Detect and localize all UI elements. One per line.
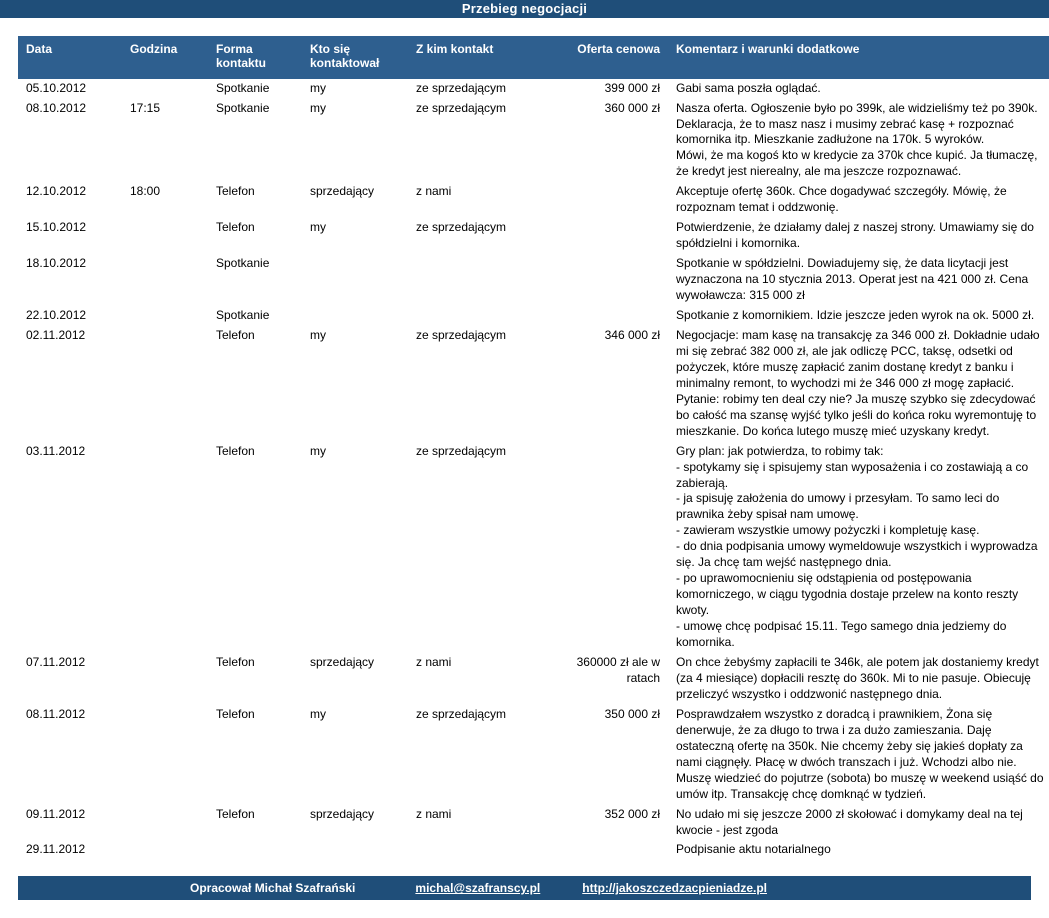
table-header-row [18,36,1049,79]
cell-contact-with: z nami [408,805,542,841]
cell-time [122,840,208,860]
cell-date: 09.11.2012 [18,805,122,841]
footer-author: Opracował Michał Szafrański [190,881,356,896]
table-row [18,306,1049,326]
cell-price-offer [542,218,668,254]
table-row [18,840,1049,860]
page-title: Przebieg negocjacji [0,0,1049,18]
comment-line: Akceptuje ofertę 360k. Chce dogadywać szczegóły. Mówię, że rozpoznam temat i oddzwonię. [676,184,1007,215]
cell-time: 17:15 [122,99,208,183]
cell-date: 02.11.2012 [18,326,122,442]
cell-price-offer [542,442,668,653]
cell-contact-form: Telefon [208,218,302,254]
cell-contact-with [408,840,542,860]
cell-date: 15.10.2012 [18,218,122,254]
cell-comment [668,182,1049,218]
comment-line: Gry plan: jak potwierdza, to robimy tak: [676,443,884,458]
cell-comment [668,442,1049,653]
cell-time [122,442,208,653]
column-header-date: Data [18,36,122,79]
cell-time [122,306,208,326]
comment-lines [676,655,1046,703]
cell-comment [668,326,1049,442]
cell-contact-form: Spotkanie [208,306,302,326]
comment-line: Deklaracja, że to masz nasz i musimy zebrać kasę + rozpoznać komornika itp. Mieszkanie zadłużone na 170k. 5 wyroków. [676,116,1014,147]
cell-price-offer: 346 000 zł [542,326,668,442]
comment-line: Nasza oferta. Ogłoszenie było po 399k, ale widzieliśmy też po 390k. [676,100,1038,115]
table-body [18,79,1049,861]
cell-contact-with [408,306,542,326]
comment-line: Pytanie: robimy ten deal czy nie? Ja muszę szybko się zdecydować bo całość ma szansę wyjść tylko jeśli do końca roku wyremontuję to mieszkanie. Do końca lutego muszę mieć uzyskany kredyt. [676,391,1037,438]
table-row [18,442,1049,653]
cell-price-offer: 360 000 zł [542,99,668,183]
cell-who-contacted: my [302,79,408,99]
comment-line: - do dnia podpisania umowy wymeldowuje wszystkich i wyprowadza się. Ja chcę tam wejść następnego dnia. [676,539,1038,570]
cell-who-contacted: sprzedający [302,653,408,705]
cell-date: 18.10.2012 [18,254,122,306]
comment-line: Posprawdzałem wszystko z doradcą i prawnikiem, Żona się denerwuje, że za długo to trwa i za dużo zamieszania. Daję ostateczną ofertę na 350k. Nie chcemy żeby się jakieś dopłaty za nami ciągnęły. Płacę w dwóch transzach i już. Wchodzi albo nie. [676,706,1023,769]
cell-contact-with: ze sprzedającym [408,705,542,805]
cell-time [122,805,208,841]
negotiation-table-container [0,18,1049,860]
comment-lines [676,101,1046,181]
cell-contact-form: Telefon [208,705,302,805]
column-header-time: Godzina [122,36,208,79]
table-row [18,705,1049,805]
cell-contact-form [208,840,302,860]
cell-time: 18:00 [122,182,208,218]
cell-contact-with [408,254,542,306]
cell-contact-form: Spotkanie [208,254,302,306]
column-header-comment: Komentarz i warunki dodatkowe [668,36,1049,79]
negotiation-table [18,36,1049,860]
cell-who-contacted: my [302,705,408,805]
comment-lines [676,220,1046,252]
table-row [18,653,1049,705]
comment-lines [676,256,1046,304]
comment-line: Mówi, że ma kogoś kto w kredycie za 370k chce kupić. Ja tłumaczę, że kredyt jest nierealny, ale ma jeszcze rozpoznawać. [676,148,1038,179]
column-header-contact-form: Forma kontaktu [208,36,302,79]
cell-comment [668,705,1049,805]
cell-contact-with: ze sprzedającym [408,218,542,254]
comment-line: On chce żebyśmy zapłacili te 346k, ale potem jak dostaniemy kredyt (za 4 miesiące) dopłacili resztę do 360k. Mi to nie pasuje. Obiecuję przeliczyć wszystko i oddzwonić następnego dnia. [676,655,1039,701]
cell-contact-with: z nami [408,653,542,705]
cell-price-offer [542,254,668,306]
column-header-who-contacted: Kto się kontaktował [302,36,408,79]
comment-line: Spotkanie z komornikiem. Idzie jeszcze jeden wyrok na ok. 5000 zł. [676,307,1035,322]
cell-comment [668,218,1049,254]
comment-lines [676,842,1046,858]
cell-time [122,79,208,99]
table-row [18,182,1049,218]
cell-who-contacted [302,840,408,860]
cell-date: 03.11.2012 [18,442,122,653]
cell-who-contacted [302,306,408,326]
column-header-price-offer: Oferta cenowa [542,36,668,79]
cell-time [122,705,208,805]
table-row [18,79,1049,99]
table-row [18,99,1049,183]
cell-date: 07.11.2012 [18,653,122,705]
cell-comment [668,79,1049,99]
cell-date: 05.10.2012 [18,79,122,99]
comment-line: - zawieram wszystkie umowy pożyczki i kompletuję kasę. [676,523,980,538]
cell-date: 08.10.2012 [18,99,122,183]
footer-email-link[interactable]: michal@szafranscy.pl [415,881,541,896]
cell-who-contacted [302,254,408,306]
cell-contact-form: Telefon [208,326,302,442]
comment-line: Potwierdzenie, że działamy dalej z naszej strony. Umawiamy się do spółdzielni i komornika. [676,220,1034,251]
footer-website-link[interactable]: http://jakoszczedzacpieniadze.pl [582,881,767,896]
comment-line: Spotkanie w spółdzielni. Dowiadujemy się, że data licytacji jest wyznaczona na 10 stycznia 2013. Operat jest na 421 000 zł. Cena wywoławcza: 315 000 zł [676,256,1029,303]
table-row [18,326,1049,442]
cell-price-offer [542,306,668,326]
cell-time [122,653,208,705]
comment-lines [676,184,1046,216]
cell-who-contacted: my [302,99,408,183]
table-row [18,805,1049,841]
comment-line: Gabi sama poszła oglądać. [676,80,821,95]
cell-time [122,254,208,306]
table-row [18,254,1049,306]
cell-comment [668,99,1049,183]
cell-contact-form: Spotkanie [208,99,302,183]
cell-who-contacted: sprzedający [302,182,408,218]
cell-contact-with: ze sprzedającym [408,326,542,442]
page-footer [18,876,1031,900]
comment-lines [676,328,1046,440]
cell-contact-form: Telefon [208,805,302,841]
cell-contact-with: ze sprzedającym [408,79,542,99]
cell-price-offer [542,182,668,218]
table-header [18,36,1049,79]
column-header-contact-with: Z kim kontakt [408,36,542,79]
cell-contact-form: Telefon [208,182,302,218]
comment-lines [676,807,1046,839]
cell-comment [668,306,1049,326]
cell-date: 29.11.2012 [18,840,122,860]
cell-price-offer: 350 000 zł [542,705,668,805]
comment-line: - spotykamy się i spisujemy stan wyposażenia i co zostawiają a co zabierają. [676,459,1029,490]
comment-lines [676,81,1046,97]
comment-line: Muszę wiedzieć do pojutrze (sobota) bo muszę w weekend usiąść do umów itp. Transakcję chcę domknąć w tydzień. [676,770,1044,801]
cell-price-offer: 399 000 zł [542,79,668,99]
cell-date: 12.10.2012 [18,182,122,218]
cell-time [122,326,208,442]
cell-contact-with: ze sprzedającym [408,442,542,653]
table-row [18,218,1049,254]
comment-line: Podpisanie aktu notarialnego [676,842,831,857]
comment-line: No udało mi się jeszcze 2000 zł skołować i domykamy deal na tej kwocie - jest zgoda [676,806,1023,837]
cell-who-contacted: my [302,218,408,254]
cell-date: 08.11.2012 [18,705,122,805]
cell-date: 22.10.2012 [18,306,122,326]
comment-lines [676,444,1046,651]
cell-contact-with: ze sprzedającym [408,99,542,183]
comment-line: - ja spisuję założenia do umowy i przesyłam. To samo leci do prawnika żeby spisał nam umowę. [676,491,1000,522]
cell-price-offer: 360000 zł ale w ratach [542,653,668,705]
cell-comment [668,254,1049,306]
cell-who-contacted: my [302,442,408,653]
cell-contact-form: Spotkanie [208,79,302,99]
comment-lines [676,707,1046,803]
cell-contact-with: z nami [408,182,542,218]
cell-price-offer [542,840,668,860]
cell-comment [668,840,1049,860]
cell-time [122,218,208,254]
comment-line: Negocjacje: mam kasę na transakcję za 346 000 zł. Dokładnie udało mi się zebrać 382 000 zł, ale jak odliczę PCC, taksę, odsetki od pożyczek, które muszę zapłacić zanim dostanę kredyt z banku i minimalny remont, to wychodzi mi że 346 000 zł mogę zapłacić. [676,327,1040,390]
cell-price-offer: 352 000 zł [542,805,668,841]
cell-who-contacted: my [302,326,408,442]
comment-line: - umowę chcę podpisać 15.11. Tego samego dnia jedziemy do komornika. [676,619,1007,650]
cell-who-contacted: sprzedający [302,805,408,841]
comment-lines [676,308,1046,324]
cell-contact-form: Telefon [208,442,302,653]
cell-comment [668,805,1049,841]
cell-contact-form: Telefon [208,653,302,705]
comment-line: - po uprawomocnieniu się odstąpienia od postępowania komorniczego, w ciągu tygodnia dostaje przelew na konto reszty kwoty. [676,571,1019,618]
cell-comment [668,653,1049,705]
